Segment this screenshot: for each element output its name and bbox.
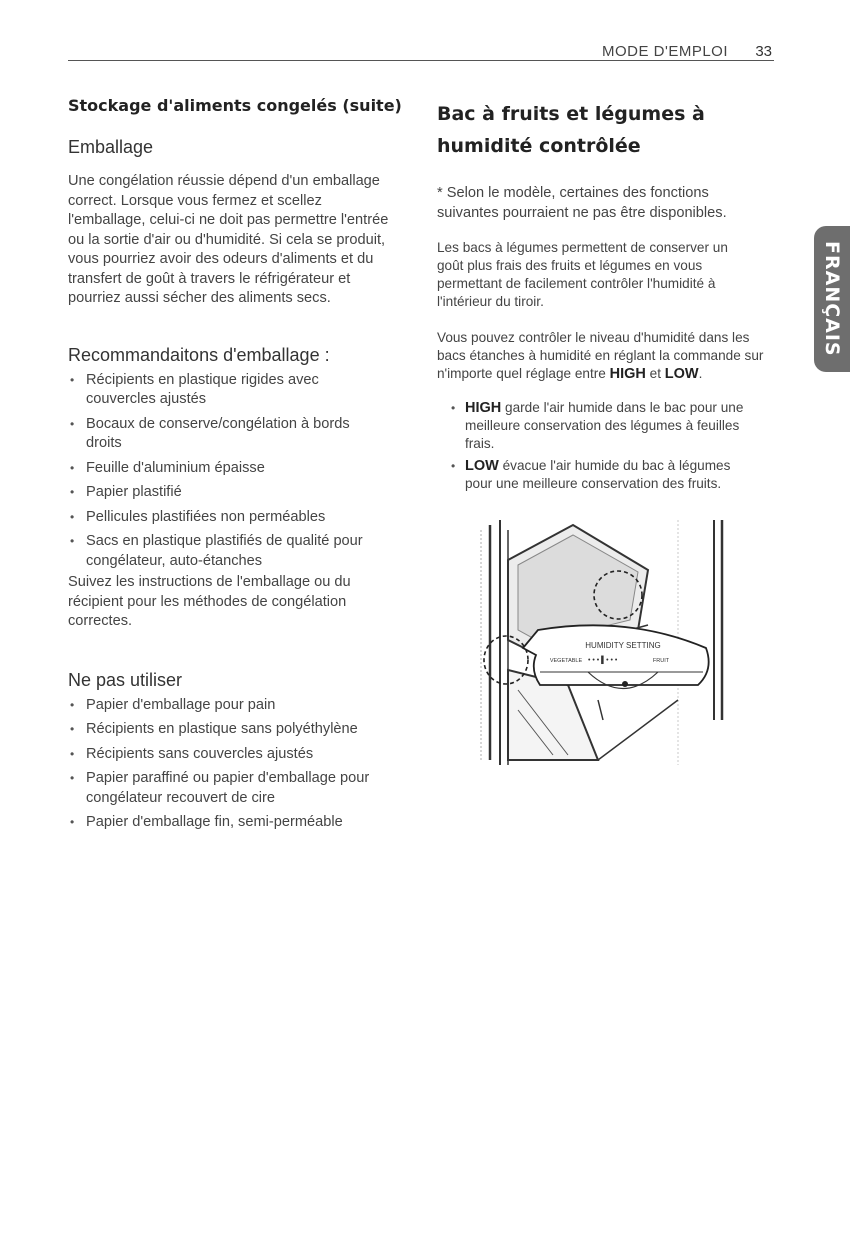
callout-label-vegetable: VEGETABLE	[549, 658, 583, 664]
list-item: • Bocaux de conserve/congélation à bords droits	[68, 415, 373, 454]
paragraph-2-end: .	[698, 366, 703, 381]
dial-knob	[622, 681, 628, 687]
packaging-paragraph: Une congélation réussie dépend d'un emballage correct. Lorsque vous fermez et scellez l'emballage, celui-ci ne doit pas permettre l'entrée ou la sortie d'air ou d'humidité. Si cela se produit, vous pourriez avoir des odeurs d'aliments et du transfert de goût à travers le réfrigérateur et pourriez aussi sécher des aliments secs.	[68, 173, 389, 306]
crisper-title: Bac à fruits et légumes à humidité contrôlée	[437, 103, 705, 157]
crisper-drawer-illustration	[478, 520, 740, 770]
list-item: • Papier paraffiné ou papier d'emballage pour congélateur recouvert de cire	[68, 769, 373, 808]
setting-text: évacue l'air humide du bac à légumes pour une meilleure conservation des fruits.	[465, 458, 731, 491]
paragraph-2-and: et	[649, 366, 662, 381]
paragraph-2-text: Vous pouvez contrôler le niveau d'humidité dans les bacs étanches à humidité en réglant la commande sur n'importe quel réglage entre	[437, 330, 764, 381]
language-tab	[814, 226, 850, 372]
callout-scale-dots: • • • ▌• • •	[588, 657, 618, 664]
humidity-settings-list	[437, 399, 757, 493]
list-item: • Récipients en plastique rigides avec couvercles ajustés	[68, 371, 373, 410]
list-item	[437, 399, 757, 453]
recommendations-note: Suivez les instructions de l'emballage ou du récipient pour les méthodes de congélation correctes.	[68, 574, 351, 629]
packaging-heading: Emballage	[68, 137, 154, 157]
list-item: • Récipients en plastique sans polyéthylène	[68, 720, 373, 740]
list-item: • Papier d'emballage fin, semi-perméable	[68, 813, 373, 833]
list-item	[437, 457, 757, 493]
header-title: MODE D'EMPLOI	[601, 43, 728, 60]
do-not-use-heading: Ne pas utiliser	[68, 669, 183, 690]
keyword-high: HIGH	[609, 366, 646, 382]
drawer-line	[598, 700, 603, 720]
list-item: • Pellicules plastifiées non perméables	[68, 508, 373, 528]
left-column	[68, 96, 403, 833]
page-number: 33	[755, 43, 772, 60]
drawer-line	[598, 700, 678, 760]
do-not-use-list	[68, 696, 373, 833]
recommendations-list	[68, 371, 373, 572]
recommendations-heading: Recommandaitons d'emballage :	[68, 344, 330, 365]
callout-label-fruit: FRUIT	[652, 658, 670, 664]
list-item: • Feuille d'aluminium épaisse	[68, 459, 373, 479]
setting-text: garde l'air humide dans le bac pour une meilleure conservation des légumes à feuilles frais.	[465, 400, 744, 451]
list-item: • Papier plastifié	[68, 483, 373, 503]
keyword-low: LOW	[664, 366, 699, 382]
crisper-paragraph-2	[437, 329, 772, 383]
section-title: Stockage d'aliments congelés (suite)	[68, 96, 402, 115]
setting-key-high: HIGH	[465, 400, 502, 416]
header-divider	[68, 60, 774, 61]
callout-title: HUMIDITY SETTING	[585, 641, 661, 650]
callout-bubble	[523, 625, 709, 685]
right-column	[437, 98, 777, 497]
setting-key-low: LOW	[465, 458, 499, 474]
list-item: • Papier d'emballage pour pain	[68, 696, 373, 716]
crisper-paragraph-1: Les bacs à légumes permettent de conserver un goût plus frais des fruits et légumes en vous permettant de facilement contrôler l'humidité à l'intérieur du tiroir.	[437, 240, 728, 309]
list-item: • Sacs en plastique plastifiés de qualité pour congélateur, auto-étanches	[68, 532, 373, 571]
list-item: • Récipients sans couvercles ajustés	[68, 745, 373, 765]
availability-footnote: * Selon le modèle, certaines des fonctions suivantes pourraient ne pas être disponibles.	[437, 185, 727, 221]
language-tab-label: FRANÇAIS	[821, 241, 843, 357]
